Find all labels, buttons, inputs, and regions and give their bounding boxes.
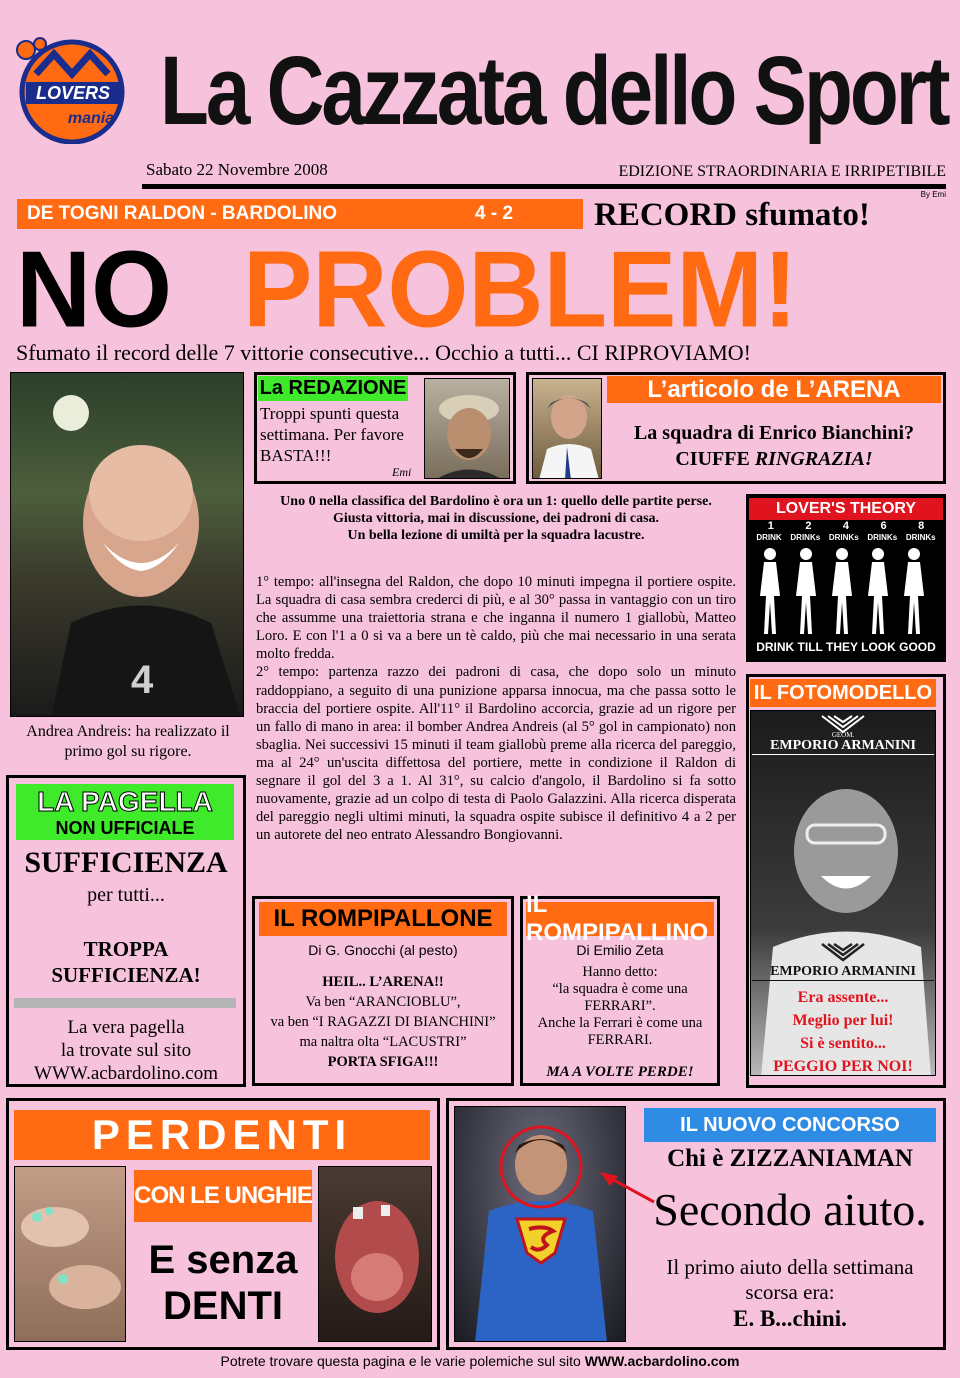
concorso-question: Chi è ZIZZANIAMAN	[667, 1145, 913, 1172]
emporio-logo-top	[752, 712, 934, 756]
andreis-photo	[10, 372, 244, 717]
theory-label: DRINKs	[790, 533, 821, 542]
emporio-brand-bottom: EMPORIO ARMANINI	[752, 964, 934, 981]
concorso-title: IL NUOVO CONCORSO	[644, 1108, 936, 1142]
headline-no: NO	[16, 229, 172, 351]
rompipallino-line: Hanno detto:	[582, 964, 658, 980]
article-paragraph-1: 1° tempo: all'insegna del Raldon, che dopo 10 minuti impegna il portiere ospite. La squadra di casa sembra crederci di più, e al 30° passa in vantaggio con un tiro che assumme una traiettoria strana e che inganna il numero 1 giallobù, Matteo Loro. E con l'1 a 0 si va a bere un tè caldo, più che mai necessario in una serata molto fredda.	[256, 574, 736, 663]
theory-number: 4	[842, 520, 850, 532]
footer-text: Potrete trovare questa pagina e le varie polemiche sul sito	[220, 1353, 585, 1369]
rompipallone-line: Va ben “ARANCIOBLU”,	[305, 994, 461, 1010]
article-lead-3: Un bella lezione di umiltà per la squadra lacustre.	[347, 528, 645, 543]
article-lead-2: Giusta vittoria, mai in discussione, dei padroni di casa.	[332, 511, 660, 526]
pagella-divider	[14, 998, 236, 1008]
concorso-prev-1: Il primo aiuto della settimana	[666, 1255, 914, 1279]
fotomodello-title: IL FOTOMODELLO	[750, 679, 936, 707]
edition-date: Sabato 22 Novembre 2008	[146, 160, 328, 179]
theory-labels	[752, 533, 940, 542]
pagella-footer-1: La vera pagella	[67, 1017, 185, 1038]
rompipallino-line: Anche la Ferrari è come una FERRARI.	[537, 1015, 703, 1048]
arena-line2	[604, 448, 944, 471]
arena-photo	[532, 378, 602, 479]
perdenti-unghie: CON LE UNGHIE	[134, 1170, 312, 1222]
concorso-prev-2: scorsa era:	[745, 1280, 835, 1304]
rompipallone-line: ma naltra olta “LACUSTRI”	[299, 1034, 467, 1050]
pagella-footer	[10, 1016, 242, 1085]
fotomodello-caption	[752, 986, 934, 1078]
arena-title: L’articolo de L’ARENA	[607, 376, 941, 403]
rompipallone-title: IL ROMPIPALLONE	[259, 902, 507, 936]
perdenti-denti: DENTI	[163, 1284, 283, 1328]
pagella-footer-3: WWW.acbardolino.com	[34, 1063, 218, 1084]
concorso-hint: Secondo aiuto.	[653, 1184, 927, 1235]
footer-site-link[interactable]: WWW.acbardolino.com	[584, 1353, 740, 1369]
fotomodello-line: Era assente...	[797, 989, 889, 1006]
concorso-answer: E. B...chini.	[733, 1306, 847, 1331]
theory-number: 2	[805, 520, 812, 532]
theory-numbers	[752, 520, 940, 532]
theory-label: DRINK	[756, 533, 782, 542]
headline-problem: PROBLEM!	[243, 229, 798, 351]
perdenti-senza: E senza	[148, 1238, 298, 1282]
theory-label: DRINKs	[867, 533, 898, 542]
rompipallino-author: Di Emilio Zeta	[576, 942, 664, 958]
rompipallino-title: IL ROMPIPALLINO	[526, 902, 714, 936]
redazione-sign: Emi	[392, 465, 412, 479]
logo-subtext: mania	[67, 110, 115, 127]
pagella-title-block	[16, 784, 234, 840]
edition-label: EDIZIONE STRAORDINARIA E IRRIPETIBILE	[618, 163, 946, 180]
headline-subtitle: Sfumato il record delle 7 vittorie consecutive... Occhio a tutti... CI RIPROVIAMO!	[16, 340, 752, 365]
arena-line2-plain: CIUFFE	[675, 448, 755, 470]
masthead-rule	[142, 184, 946, 189]
rompipallone-author: Di G. Gnocchi (al pesto)	[308, 942, 458, 958]
article-paragraph-2: 2° tempo: partenza razzo dei padroni di casa, che dopo solo un minuto raddoppiano, a seguito di una punizione apparsa innocua, ma che passa sotto le braccia del portiere ospite. All'11° il Bardolino accorcia, grazie ad un rigore per un fallo di mano in area: il bomber Andrea Andreis (al 5° gol in campionato) non sbaglia. Nei successivi 15 minuti il team giallobù preme alla ricerca del pareggio, ma al 24° un'uscita diffettosa del portiere, mette in condizione il Raldon di segnare il gol del 3 a 1. Al 31°, su calcio d'angolo, il Bardolino si fa sotto nuovamente, grazie ad un colpo di testa di Paolo Galazzini. Alla ricerca disperata del pareggio negli ultimi minuti, la squadra ospite subisce il definitivo 4 a 2 per un autorete del neo entrato Alessandro Bongiovanni.	[256, 664, 736, 844]
logo	[6, 34, 136, 144]
superman-photo	[454, 1106, 626, 1342]
theory-number: 6	[880, 520, 887, 532]
theory-silhouettes	[752, 546, 940, 638]
pagella-title: LA PAGELLA	[37, 786, 213, 817]
article-body	[256, 573, 736, 844]
pagella-troppa-1: TROPPA	[83, 937, 169, 961]
article-lead	[254, 493, 738, 544]
rompipallino-line: “la squadra è come una FERRARI”.	[552, 981, 688, 1014]
theory-title: LOVER'S THEORY	[749, 498, 943, 520]
theory-label: DRINKs	[905, 533, 936, 542]
fotomodello-line: PEGGIO PER NOI!	[773, 1058, 913, 1075]
theory-number: 1	[767, 520, 774, 532]
record-text: RECORD sfumato!	[594, 197, 870, 233]
redazione-photo	[424, 378, 510, 479]
rompipallone-text	[255, 972, 511, 1072]
arena-line1: La squadra di Enrico Bianchini?	[633, 422, 915, 444]
rompipallone-line: PORTA SFIGA!!!	[327, 1054, 439, 1070]
theory-number: 8	[918, 520, 925, 532]
article-lead-1: Uno 0 nella classifica del Bardolino è ora un 1: quello delle partite perse.	[280, 494, 712, 509]
match-teams: DE TOGNI RALDON - BARDOLINO	[27, 203, 337, 224]
rompipallone-line: HEIL.. L’ARENA!!	[322, 974, 444, 990]
byline: By Emi	[920, 190, 946, 199]
theory-footer: DRINK TILL THEY LOOK GOOD	[756, 640, 936, 654]
svg-text:4: 4	[131, 658, 154, 702]
page-footer	[0, 1353, 960, 1369]
pagella-subtitle: NON UFFICIALE	[55, 818, 195, 838]
rompipallone-line: va ben “I RAGAZZI DI BIANCHINI”	[270, 1014, 496, 1030]
emporio-brand-top: EMPORIO ARMANINI	[752, 738, 934, 755]
perdenti-title: PERDENTI	[14, 1110, 430, 1160]
emporio-brand-small: GEOM.	[831, 731, 855, 739]
match-banner	[17, 199, 583, 229]
redazione-title: La REDAZIONE	[259, 377, 407, 399]
pagella-grade: SUFFICIENZA	[24, 846, 228, 879]
rompipallino-text	[530, 964, 710, 1049]
arena-line2-italic: RINGRAZIA!	[754, 448, 873, 470]
pagella-footer-2: la trovate sul sito	[60, 1040, 192, 1061]
andreis-caption: Andrea Andreis: ha realizzato il primo gol su rigore.	[26, 723, 230, 760]
theory-label: DRINKs	[828, 533, 859, 542]
fotomodello-line: Si è sentito...	[800, 1035, 886, 1052]
mouth-photo	[318, 1166, 432, 1342]
fotomodello-line: Meglio per lui!	[792, 1012, 894, 1029]
masthead-title: La Cazzata dello Sport	[160, 36, 948, 145]
pagella-per-tutti: per tutti...	[87, 884, 165, 906]
feet-photo	[14, 1166, 126, 1342]
rompipallino-footer: MA A VOLTE PERDE!	[546, 1064, 694, 1080]
emporio-logo-bottom	[752, 942, 934, 982]
redazione-text: Troppi spunti questa settimana. Per favore BASTA!!!	[260, 404, 404, 465]
pagella-troppa-2: SUFFICIENZA!	[51, 963, 201, 987]
match-score: 4 - 2	[475, 203, 514, 224]
logo-text: LOVERS	[35, 83, 110, 103]
